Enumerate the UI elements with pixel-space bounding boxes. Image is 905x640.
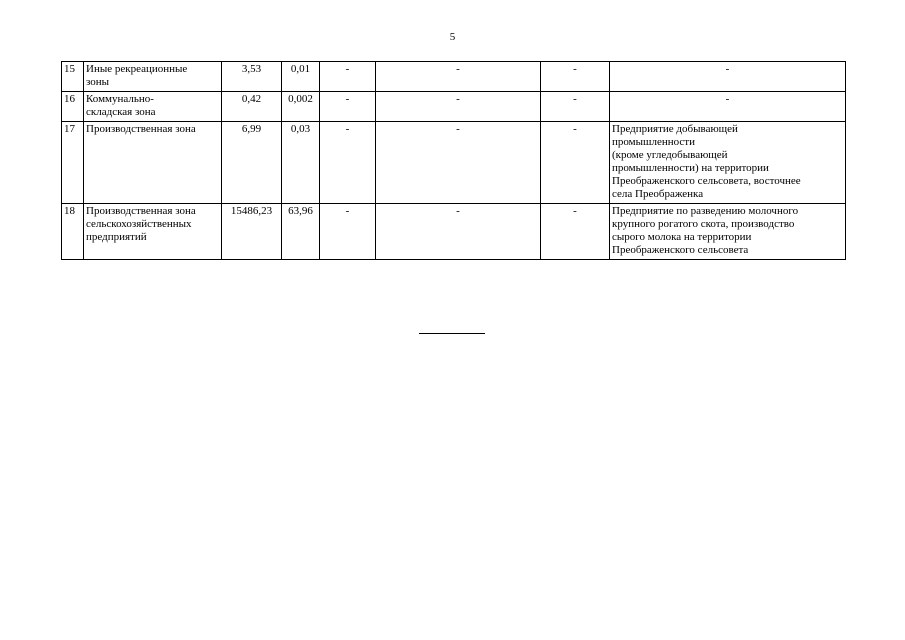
- cell-col5: -: [320, 204, 376, 260]
- closing-rule: [419, 333, 485, 334]
- cell-col7: -: [541, 62, 610, 92]
- cell-col5: -: [320, 122, 376, 204]
- zone-objects: -: [610, 62, 846, 92]
- table-row: [62, 122, 846, 204]
- cell-col6: -: [376, 204, 541, 260]
- row-number: 16: [62, 92, 84, 122]
- cell-col6: -: [376, 92, 541, 122]
- zone-name: Производственная зона сельскохозяйственных предприятий: [84, 204, 222, 260]
- zone-percent: 63,96: [282, 204, 320, 260]
- zone-name: Иные рекреационные зоны: [84, 62, 222, 92]
- cell-col6: -: [376, 122, 541, 204]
- row-number: 18: [62, 204, 84, 260]
- table-row: [62, 62, 846, 92]
- page-number: 5: [449, 31, 456, 43]
- zone-name: Производственная зона: [84, 122, 222, 204]
- zone-percent: 0,01: [282, 62, 320, 92]
- zone-area: 0,42: [222, 92, 282, 122]
- zone-area: 3,53: [222, 62, 282, 92]
- zone-objects: -: [610, 92, 846, 122]
- cell-col7: -: [541, 122, 610, 204]
- cell-col5: -: [320, 92, 376, 122]
- cell-col7: -: [541, 204, 610, 260]
- row-number: 15: [62, 62, 84, 92]
- cell-col5: -: [320, 62, 376, 92]
- zone-area: 6,99: [222, 122, 282, 204]
- row-number: 17: [62, 122, 84, 204]
- zone-area: 15486,23: [222, 204, 282, 260]
- zone-percent: 0,03: [282, 122, 320, 204]
- table-row: [62, 92, 846, 122]
- table-row: [62, 204, 846, 260]
- zones-table: [61, 61, 846, 260]
- zone-objects: Предприятие добывающей промышленности (кроме угледобывающей промышленности) на территории Преображенского сельсовета, восточнее села Преображенка: [610, 122, 846, 204]
- zone-name: Коммунально- складская зона: [84, 92, 222, 122]
- cell-col6: -: [376, 62, 541, 92]
- zone-percent: 0,002: [282, 92, 320, 122]
- cell-col7: -: [541, 92, 610, 122]
- zone-objects: Предприятие по разведению молочного крупного рогатого скота, производство сырого молока на территории Преображенского сельсовета: [610, 204, 846, 260]
